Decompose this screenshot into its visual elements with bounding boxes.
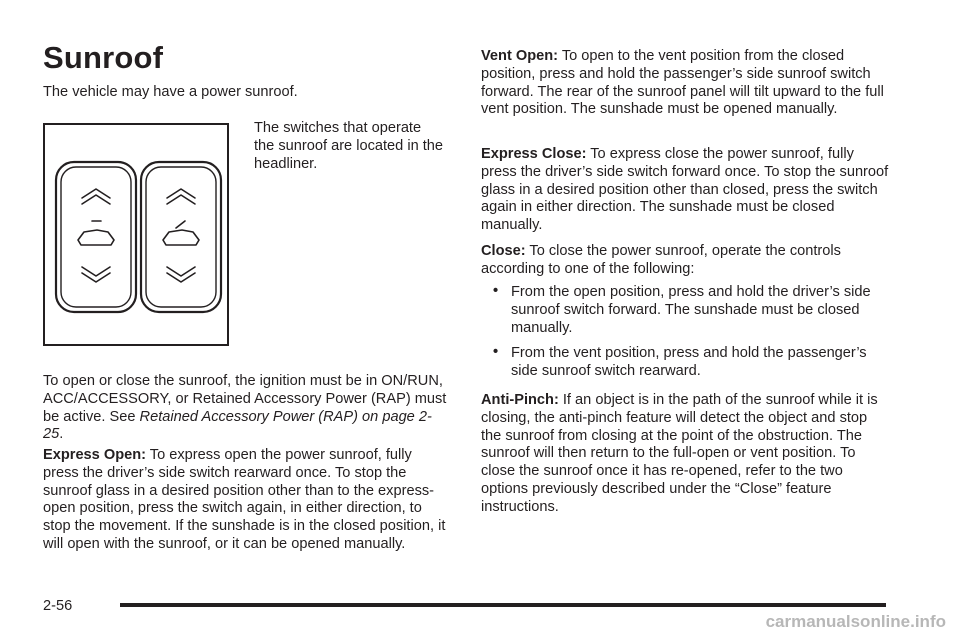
- list-item: [493, 284, 893, 337]
- passenger-switch-icon: [141, 162, 221, 312]
- bullet-text: From the vent position, press and hold the passenger’s side sunroof switch rearward.: [511, 345, 867, 379]
- anti-pinch-text: If an object is in the path of the sunroof while it is closing, the anti-pinch feature will detect the object and stop the sunroof from closing at the point of the obstruction. The sunroof will then return to the full-open or vent position. To close the sunroof once it has re-opened, refer to the two options previously described under the “Close” feature instructions.: [481, 392, 878, 515]
- express-close-paragraph: [481, 146, 891, 235]
- footer-rule: [120, 603, 886, 607]
- anti-pinch-paragraph: [481, 392, 891, 517]
- sunroof-switch-illustration: [43, 123, 229, 346]
- watermark-logo: carmanualsonline.info: [765, 612, 946, 631]
- close-paragraph: [481, 243, 891, 279]
- express-close-text: To express close the power sunroof, fully press the driver’s side switch forward once. To stop the sunroof glass in a desired position other than closed, press the switch again in either direction. The sunshade must be closed manually.: [481, 146, 889, 234]
- driver-switch-icon: [56, 162, 136, 312]
- intro-paragraph: The vehicle may have a power sunroof.: [43, 84, 298, 100]
- page-number: 2-56: [43, 598, 73, 614]
- list-item: [493, 345, 893, 381]
- switch-location-caption: The switches that operate the sunroof are located in the headliner.: [254, 120, 444, 172]
- express-open-text: To express open the power sunroof, fully press the driver’s side switch rearward once. To stop the sunroof glass in a desired position other than to the express-open position, press the switch again, in either direction, to stop the movement. If the sunshade is in the closed position, it will open with the sunroof, or it can be opened manually.: [43, 447, 446, 552]
- express-open-paragraph: [43, 447, 448, 554]
- vent-open-text: To open to the vent position from the closed position, press and hold the passenger’s side sunroof switch forward. The rear of the sunroof panel will tilt upward to the full vent position. The sunshade must be opened manually.: [481, 48, 884, 118]
- anti-pinch-label: Anti-Pinch:: [481, 392, 559, 408]
- ignition-text: To open or close the sunroof, the ignition must be in ON/RUN, ACC/ACCESSORY, or Retained Accessory Power (RAP) must be active. See: [43, 373, 447, 425]
- vent-open-paragraph: [481, 48, 891, 119]
- bullet-icon: •: [493, 344, 499, 360]
- bullet-text: From the open position, press and hold the driver’s side sunroof switch forward. The sunshade must be closed manually.: [511, 284, 871, 336]
- ignition-paragraph: [43, 373, 448, 444]
- close-text: To close the power sunroof, operate the controls according to one of the following:: [481, 243, 841, 277]
- vent-open-label: Vent Open:: [481, 48, 559, 64]
- rap-page-reference: Retained Accessory Power (RAP) on page 2-25: [43, 408, 432, 443]
- express-close-label: Express Close:: [481, 146, 587, 162]
- page-title: Sunroof: [43, 40, 164, 75]
- ignition-period: .: [59, 426, 64, 443]
- bullet-icon: •: [493, 283, 499, 299]
- close-label: Close:: [481, 243, 526, 259]
- express-open-label: Express Open:: [43, 447, 147, 463]
